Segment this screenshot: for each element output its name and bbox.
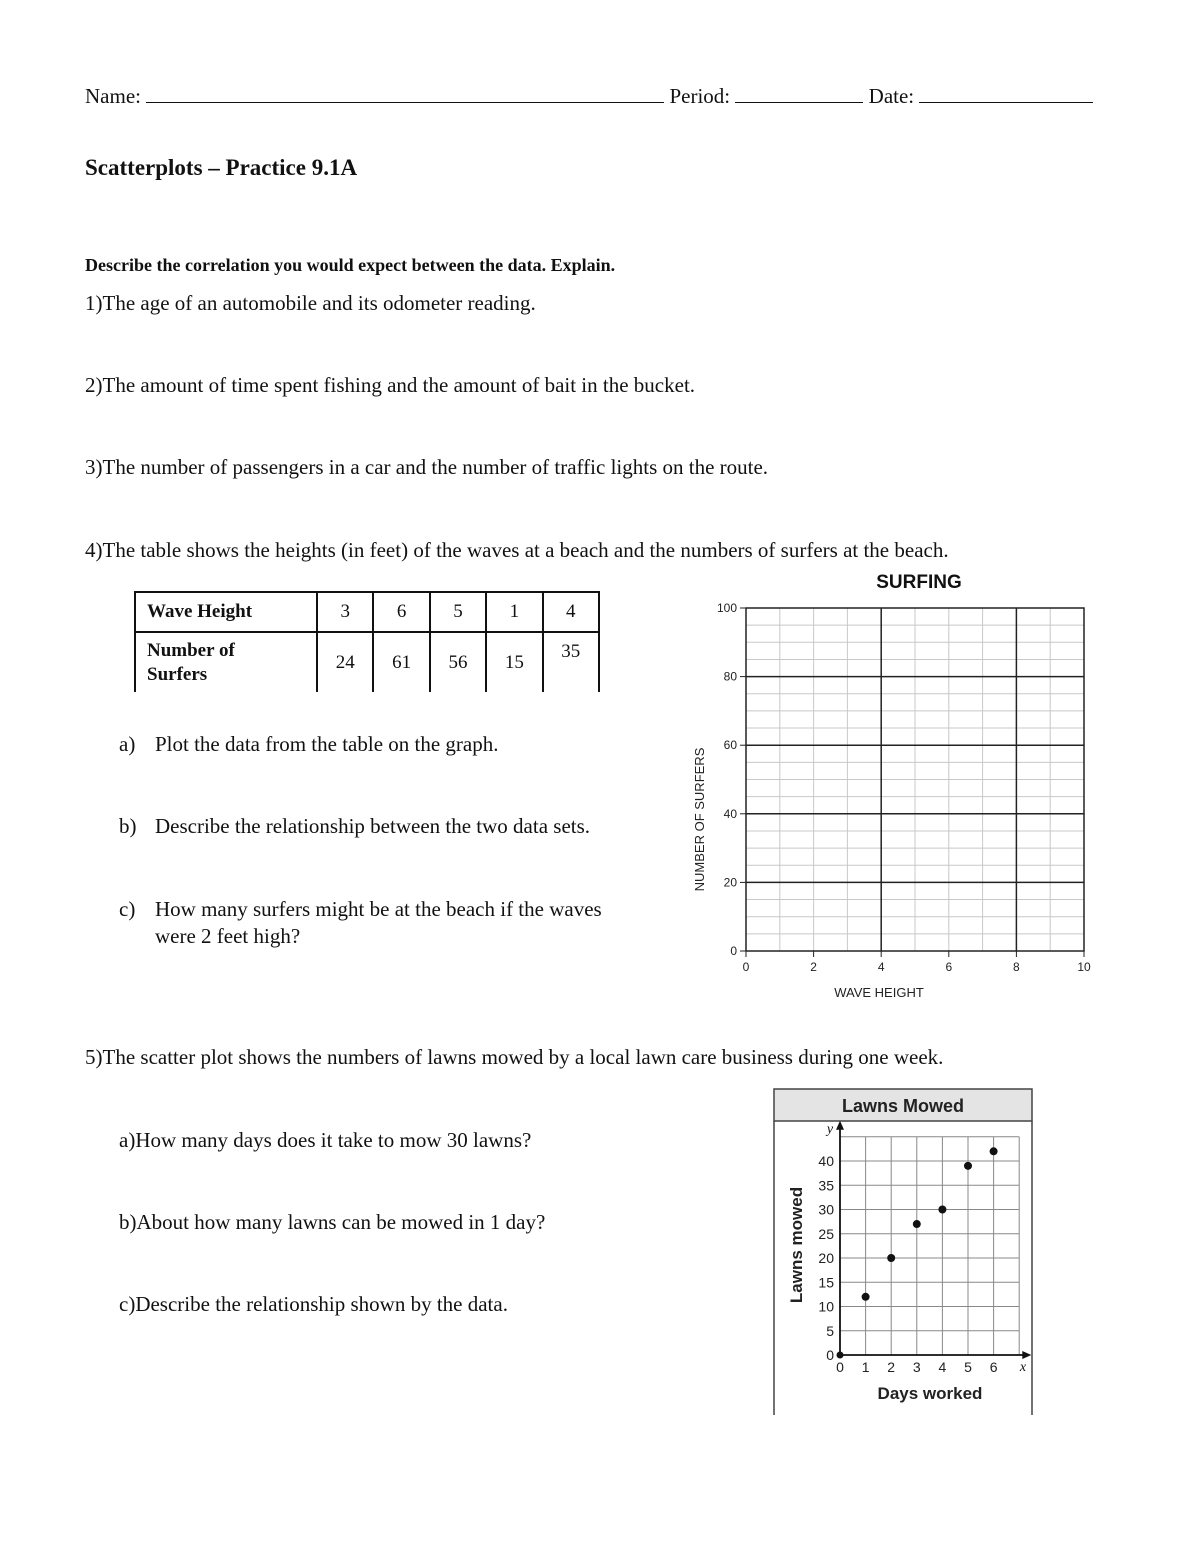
x-tick-label: 2 — [810, 960, 817, 974]
x-tick-label: 6 — [945, 960, 953, 974]
y-tick-label: 100 — [716, 601, 737, 615]
x-tick-label: 1 — [861, 1359, 870, 1375]
date-label: Date: — [868, 84, 915, 108]
x-tick-label: 6 — [989, 1359, 998, 1375]
x-axis-label: Days worked — [877, 1384, 983, 1403]
table-header-surfers — [135, 632, 317, 692]
surfing-chart[interactable] — [680, 565, 1120, 1005]
question-5: 5)The scatter plot shows the numbers of lawns mowed by a local lawn care business during one week. — [85, 1045, 944, 1069]
q5-part-c: c)Describe the relationship shown by the data. — [119, 1292, 508, 1316]
y-tick-label: 35 — [818, 1177, 834, 1194]
q5-part-b: b)About how many lawns can be mowed in 1 day? — [119, 1210, 546, 1234]
q4-part-c-label: c) — [119, 897, 136, 921]
period-field[interactable] — [735, 86, 863, 103]
y-axis-arrow — [836, 1121, 844, 1130]
q4-part-a — [119, 732, 499, 757]
data-point — [938, 1206, 946, 1214]
q5-part-a: a)How many days does it take to mow 30 lawns? — [119, 1128, 532, 1152]
table-cell: 6 — [373, 592, 429, 632]
q4-part-b — [119, 814, 591, 839]
chart-title: SURFING — [876, 572, 962, 593]
data-point — [964, 1162, 972, 1170]
data-point — [887, 1254, 895, 1262]
y-tick-label: 10 — [818, 1298, 834, 1315]
x-tick-label: 4 — [877, 960, 885, 974]
table-header-wave-height: Wave Height — [135, 592, 317, 632]
y-axis-label: NUMBER OF SURFERS — [692, 747, 707, 892]
table-cell: 1 — [486, 592, 542, 632]
q4-part-a-label: a) — [119, 732, 136, 756]
x-axis-arrow — [1022, 1351, 1031, 1359]
origin-point — [837, 1352, 844, 1359]
q4-part-c — [119, 897, 602, 948]
table-cell: 61 — [373, 632, 429, 692]
x-tick-label: 0 — [836, 1359, 844, 1375]
q4-part-b-text: Describe the relationship between the two data sets. — [155, 814, 591, 838]
y-tick-label: 20 — [723, 875, 737, 890]
lawns-mowed-chart — [770, 1087, 1036, 1417]
chart-title: Lawns Mowed — [841, 1096, 965, 1116]
y-tick-label: 0 — [826, 1347, 834, 1363]
data-point — [990, 1147, 998, 1155]
data-point — [862, 1293, 870, 1301]
y-tick-label: 5 — [826, 1322, 834, 1339]
table-row-surfers — [135, 632, 599, 692]
y-tick-label: 80 — [723, 669, 737, 684]
y-tick-label: 25 — [818, 1225, 834, 1242]
q4-part-c-text-line1: How many surfers might be at the beach if the waves — [155, 897, 602, 921]
x-axis-variable: x — [1019, 1360, 1027, 1375]
header-fields — [85, 84, 1093, 109]
y-axis-label: Lawns mowed — [787, 1186, 806, 1304]
table-cell: 24 — [317, 632, 373, 692]
table-cell: 15 — [486, 632, 542, 692]
y-tick-label: 0 — [730, 944, 737, 958]
table-header-surfers-line1: Number of — [147, 639, 235, 661]
x-tick-label: 3 — [912, 1359, 921, 1375]
x-tick-label: 4 — [938, 1359, 947, 1375]
period-label: Period: — [669, 84, 731, 108]
x-tick-label: 5 — [964, 1359, 972, 1375]
y-tick-label: 40 — [818, 1153, 834, 1169]
y-axis-variable: y — [826, 1121, 834, 1137]
table-header-surfers-line2: Surfers — [147, 663, 208, 685]
table-cell: 5 — [430, 592, 486, 632]
table-row-wave-height — [135, 592, 599, 632]
page-title: Scatterplots – Practice 9.1A — [85, 155, 358, 180]
wave-data-table — [134, 591, 600, 692]
y-tick-label: 40 — [723, 806, 737, 821]
x-tick-label: 8 — [1013, 960, 1020, 974]
table-cell: 35 — [543, 632, 599, 692]
y-tick-label: 30 — [818, 1201, 834, 1218]
name-field[interactable] — [146, 86, 664, 103]
question-1: 1)The age of an automobile and its odometer reading. — [85, 291, 536, 315]
x-axis-label: WAVE HEIGHT — [834, 985, 924, 1000]
q4-part-c-text-line2: were 2 feet high? — [155, 924, 301, 948]
table-cell: 3 — [317, 592, 373, 632]
date-field[interactable] — [919, 86, 1093, 103]
x-tick-label: 0 — [742, 960, 750, 974]
y-tick-label: 20 — [818, 1250, 834, 1266]
x-tick-label: 10 — [1077, 960, 1091, 974]
question-4: 4)The table shows the heights (in feet) of the waves at a beach and the numbers of surfers at the beach. — [85, 538, 949, 562]
y-tick-label: 60 — [723, 738, 737, 753]
x-tick-label: 2 — [887, 1359, 896, 1375]
name-label: Name: — [85, 84, 141, 108]
instructions: Describe the correlation you would expect between the data. Explain. — [85, 255, 616, 275]
table-cell: 56 — [430, 632, 486, 692]
q4-part-a-text: Plot the data from the table on the graph. — [155, 732, 499, 756]
y-tick-label: 15 — [818, 1274, 834, 1291]
question-2: 2)The amount of time spent fishing and the amount of bait in the bucket. — [85, 373, 696, 397]
data-point — [913, 1220, 921, 1228]
q4-part-b-label: b) — [119, 814, 137, 838]
question-3: 3)The number of passengers in a car and the number of traffic lights on the route. — [85, 455, 769, 479]
table-cell: 4 — [543, 592, 599, 632]
